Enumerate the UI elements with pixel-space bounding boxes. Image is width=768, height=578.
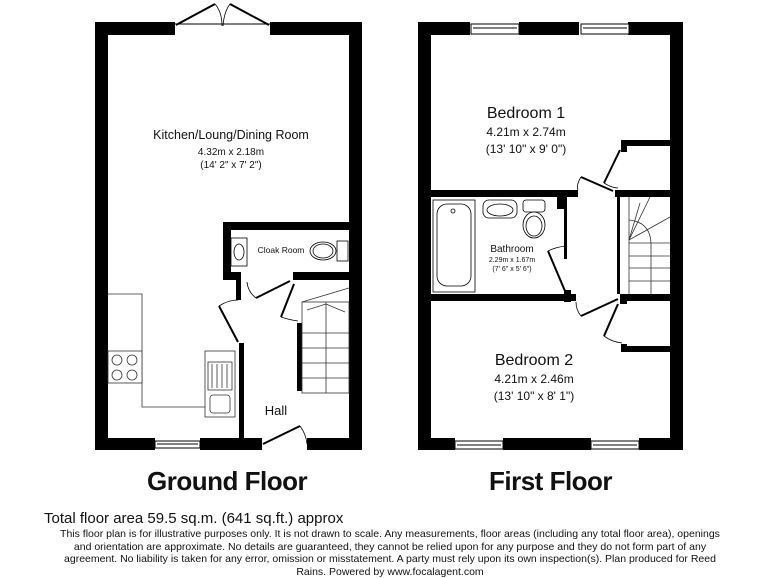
bathroom-door-icon: [548, 246, 566, 291]
bedroom-1-door-icon: [577, 177, 613, 191]
room-imperial-bathroom: (7' 6" x 5' 6"): [492, 266, 532, 273]
kitchen-worktop: [108, 294, 205, 407]
patio-door-icon: [175, 4, 270, 26]
ground-floor-plan: [95, 4, 362, 450]
bath-icon: [433, 200, 475, 292]
room-label-cloak-room: Cloak Room: [257, 245, 305, 255]
understairs-door-icon: [281, 284, 298, 321]
room-metric-kitchen: 4.32m x 2.18m: [197, 147, 265, 158]
stairs-icon: [629, 197, 670, 294]
sink-icon: [205, 351, 235, 417]
stairs-icon: [302, 288, 349, 393]
ground-floor-title: Ground Floor: [147, 466, 308, 496]
room-metric-bedroom-1: 4.21m x 2.74m: [486, 125, 566, 139]
front-door-icon: [263, 426, 307, 444]
window-icon: [155, 441, 200, 448]
wc-icon: [310, 241, 348, 261]
room-imperial-bedroom-1: (13' 10" x 9' 0"): [485, 142, 567, 156]
basin-icon: [231, 238, 247, 266]
cupboard-door-icon: [604, 150, 620, 188]
first-floor-plan: [418, 22, 683, 450]
room-label-bedroom-1: Bedroom 1: [486, 105, 566, 122]
cloak-room-door-icon: [247, 281, 290, 298]
room-label-kitchen: Kitchen/Loung/Dining Room: [153, 128, 309, 142]
wc-icon: [523, 200, 545, 238]
room-metric-bedroom-2: 4.21m x 2.46m: [494, 372, 574, 386]
total-floor-area: Total floor area 59.5 sq.m. (641 sq.ft.) approx: [44, 510, 344, 527]
disclaimer-text: This floor plan is for illustrative purposes only. It is not drawn to scale. Any measurements, floor areas (including any total floor area), openings and orientation are approximate. No details are guaranteed, they cannot be relied upon for any purpose and they do not form part of any agreement. No liability is taken for any error, omission or misstatement. A party must rely upon its own inspection(s). Plan produced for Reed Rains. Powered by www.focalagent.com: [60, 528, 720, 578]
room-label-hall: Hall: [264, 403, 288, 418]
room-imperial-kitchen: (14' 2" x 7' 2"): [200, 160, 262, 171]
kitchen-door-icon: [219, 300, 238, 342]
room-label-bathroom: Bathroom: [490, 244, 534, 255]
first-floor-title: First Floor: [489, 466, 613, 496]
bedroom-2-door-icon: [576, 299, 618, 316]
room-metric-bathroom: 2.29m x 1.67m: [488, 257, 536, 264]
room-imperial-bedroom-2: (13' 10" x 8' 1"): [493, 389, 575, 403]
room-label-bedroom-2: Bedroom 2: [494, 352, 574, 369]
basin-icon: [483, 200, 517, 218]
cupboard-door-icon: [604, 304, 622, 343]
